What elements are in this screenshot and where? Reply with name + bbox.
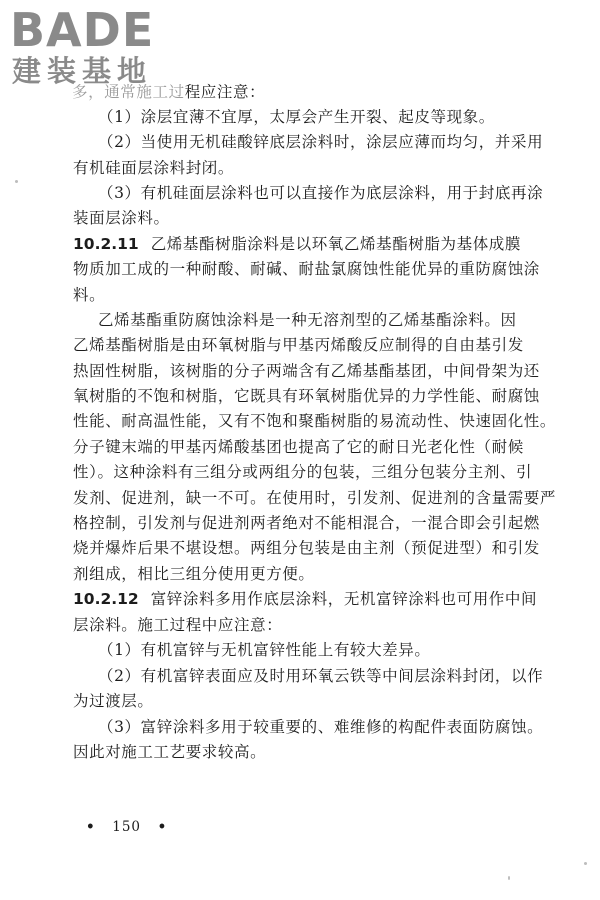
text-line [73,690,154,712]
line-text: （3）富锌涂料多用于较重要的、难维修的构配件表面防腐蚀。 [98,718,544,736]
page-number-dot-right: • [157,819,168,835]
section-number: 10.2.12 [73,590,139,608]
text-line [73,512,540,534]
scan-speck [508,876,510,880]
text-line [98,106,495,128]
text-line [73,334,524,356]
section-number: 10.2.11 [73,235,139,253]
line-text: 氧树脂的不饱和树脂，它既具有环氧树脂优异的力学性能、耐腐蚀 [73,387,540,405]
line-text: 物质加工成的一种耐酸、耐碱、耐盐氯腐蚀性能优异的重防腐蚀涂 [73,260,540,278]
text-line [73,258,540,280]
text-line [98,716,543,738]
line-text: （3）有机硅面层涂料也可以直接作为底层涂料，用于封底再涂 [98,184,544,202]
watermark-subtitle: 建装基地 [12,54,153,88]
line-text: 热固性树脂，该树脂的分子两端含有乙烯基酯基团，中间骨架为还 [73,362,540,380]
line-text: 因此对施工工艺要求较高。 [73,743,267,761]
scan-speck [584,862,587,865]
line-text: 富锌涂料多用作底层涂料，无机富锌涂料也可用作中间 [150,590,538,608]
text-line [72,81,265,103]
page-number-dot-left: • [86,819,96,835]
line-text: 分子键末端的甲基丙烯酸基团也提高了它的耐日光老化性（耐候 [73,438,524,456]
text-line [98,665,543,687]
line-text: 性）。这种涂料有三组分或两组分的包装，三组分包装分主剂、引 [73,463,533,481]
page-number [86,817,167,837]
text-line [98,639,430,661]
line-text: （1）涂层宜薄不宜厚，太厚会产生开裂、起皮等现象。 [98,108,495,126]
text-line [98,131,543,153]
line-text: 料。 [73,286,106,304]
text-line [73,487,556,509]
text-line [98,309,517,331]
text-line [73,537,540,559]
line-text: 性能、耐高温性能，又有不饱和聚酯树脂的易流动性、快速固化性。 [73,412,557,430]
watermark-brand: BADE [10,3,155,57]
text-line [73,385,540,407]
section-heading-line [73,233,521,255]
line-text: 装面层涂料。 [73,209,170,227]
text-line [73,563,315,585]
line-text: 格控制，引发剂与促进剂两者绝对不能相混合，一混合即会引起燃 [73,514,540,532]
text-line [73,284,105,306]
line-text: 有机硅面层涂料封闭。 [73,159,235,177]
line-text: 乙烯基酯重防腐蚀涂料是一种无溶剂型的乙烯基酯涂料。因 [98,311,517,329]
line-text: （1）有机富锌与无机富锌性能上有较大差异。 [98,641,431,659]
text-line [73,741,266,763]
line-text: （2）当使用无机硅酸锌底层涂料时，涂层应薄而均匀，并采用 [98,133,544,151]
line-text: 乙烯基酯树脂涂料是以环氧乙烯基酯树脂为基体成膜 [150,235,522,253]
section-heading-line [73,588,537,610]
text-line [98,182,543,204]
page-number-value: 150 [112,819,142,835]
text-line [73,157,234,179]
text-line [73,207,170,229]
text-line [73,614,282,636]
faded-text: 多，通常施工过 [72,83,185,101]
text-line [73,360,540,382]
line-text: 烧并爆炸后果不堪设想。两组分包装是由主剂（预促进型）和引发 [73,539,540,557]
line-text: 为过渡层。 [73,692,154,710]
line-text: 程应注意： [184,83,266,101]
line-text: 乙烯基酯树脂是由环氧树脂与甲基丙烯酸反应制得的自由基引发 [73,336,524,354]
text-line [73,461,532,483]
text-line [73,436,524,458]
scan-speck [15,180,18,183]
line-text: 剂组成，相比三组分使用更方便。 [73,565,315,583]
line-text: （2）有机富锌表面应及时用环氧云铁等中间层涂料封闭，以作 [98,667,544,685]
line-text: 层涂料。施工过程中应注意： [73,616,283,634]
line-text: 发剂、促进剂，缺一不可。在使用时，引发剂、促进剂的含量需要严 [73,489,557,507]
text-line [73,410,556,432]
